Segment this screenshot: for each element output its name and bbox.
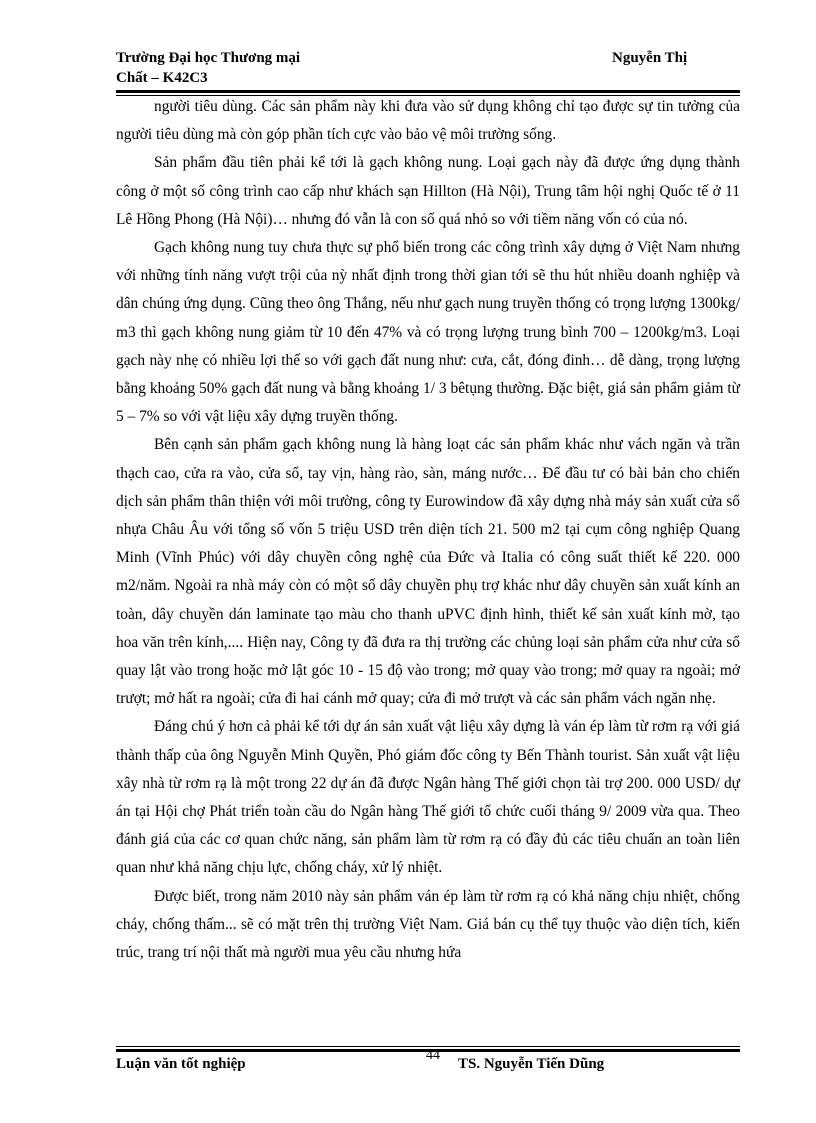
author-class: Chất – K42C3 [116, 70, 208, 86]
page-footer [116, 1048, 740, 1076]
document-body [116, 93, 740, 967]
paragraph-1: người tiêu dùng. Các sản phẩm này khi đưa vào sử dụng không chỉ tạo được sự tin tưởng của người tiêu dùng mà còn góp phần tích cực vào bảo vệ môi trường sống. [116, 98, 740, 144]
advisor-name: TS. Nguyễn Tiến Dũng [458, 1056, 605, 1072]
page-number: 44 [426, 1048, 440, 1063]
page-header [116, 48, 740, 92]
author-name: Nguyễn Thị [612, 50, 688, 66]
thesis-label: Luận văn tốt nghiệp [116, 1056, 246, 1072]
paragraph-5: Đáng chú ý hơn cả phải kể tới dự án sản xuất vật liệu xây dựng là ván ép làm từ rơm rạ với giá thành thấp của ông Nguyễn Minh Quyền, Phó giám đốc công ty Bến Thành tourist. Sản xuất vật liệu xây nhà từ rơm rạ là một trong 22 dự án đã được Ngân hàng Thế giới chọn tài trợ 200. 000 USD/ dự án tại Hội chợ Phát triển toàn cầu do Ngân hàng Thế giới tổ chức cuối tháng 9/ 2009 vừa qua. Theo đánh giá của các cơ quan chức năng, sản phẩm làm từ rơm rạ có đầy đủ các tiêu chuẩn an toàn liên quan như khả năng chịu lực, chống cháy, xử lý nhiệt. [116, 718, 740, 877]
paragraph-2: Sản phẩm đầu tiên phải kể tới là gạch không nung. Loại gạch này đã được ứng dụng thành công ở một số công trình cao cấp như khách sạn Hillton (Hà Nội), Trung tâm hội nghị Quốc tế ở 11 Lê Hồng Phong (Hà Nội)… nhưng đó vẫn là con số quá nhỏ so với tiềm năng vốn có của nó. [116, 154, 740, 228]
paragraph-6: Được biết, trong năm 2010 này sản phẩm ván ép làm từ rơm rạ có khả năng chịu nhiệt, chống cháy, chống thấm... sẽ có mặt trên thị trường Việt Nam. Giá bán cụ thể tụy thuộc vào diện tích, kiến trúc, trang trí nội thất mà người mua yêu cầu nhưng hứa [116, 887, 740, 962]
paragraph-3: Gạch không nung tuy chưa thực sự phổ biến trong các công trình xây dựng ở Việt Nam nhưng với những tính năng vượt trội của nỳ nhất định trong thời gian tới sẽ thu hút nhiều doanh nghiệp và dân chúng ứng dụng. Cũng theo ông Thắng, nếu như gạch nung truyền thống có trọng lượng 1300kg/ m3 thì gạch không nung giảm từ 10 đến 47% và có trọng lượng trung bình 700 – 1200kg/m3. Loại gạch này nhẹ có nhiều lợi thế so với gạch đất nung như: cưa, cắt, đóng đinh… dễ dàng, trọng lượng bằng khoảng 50% gạch đất nung và bằng khoảng 1/ 3 bêtụng thường. Đặc biệt, giá sản phẩm giảm từ 5 – 7% so với vật liệu xây dựng truyền thống. [116, 239, 740, 426]
paragraph-4: Bên cạnh sản phẩm gạch không nung là hàng loạt các sản phẩm khác như vách ngăn và trần thạch cao, cửa ra vào, cửa sổ, tay vịn, hàng rào, sàn, máng nước… Để đầu tư có bài bản cho chiến dịch sản phẩm thân thiện với môi trường, công ty Eurowindow đã xây dựng nhà máy sản xuất cửa sổ nhựa Châu Âu với tổng số vốn 5 triệu USD trên diện tích 21. 500 m2 tại cụm công nghiệp Quang Minh (Vĩnh Phúc) với dây chuyền công nghệ của Đức và Italia có công suất thiết kế 220. 000 m2/năm. Ngoài ra nhà máy còn có một số dây chuyền phụ trợ khác như dây chuyền sản xuất kính an toàn, dây chuyền dán laminate tạo màu cho thanh uPVC định hình, thiết kế sản xuất kính mờ, tạo hoa văn trên kính,.... Hiện nay, Công ty đã đưa ra thị trường các chủng loại sản phẩm cửa như cửa sổ quay lật vào trong hoặc mở lật góc 10 - 15 độ vào trong; mở quay vào trong; mở quay ra ngoài; mở trượt; mở hất ra ngoài; cửa đi hai cánh mở quay; cửa đi mở trượt và các sản phẩm vách ngăn nhẹ. [116, 436, 740, 708]
school-name: Trường Đại học Thương mại [116, 50, 301, 66]
